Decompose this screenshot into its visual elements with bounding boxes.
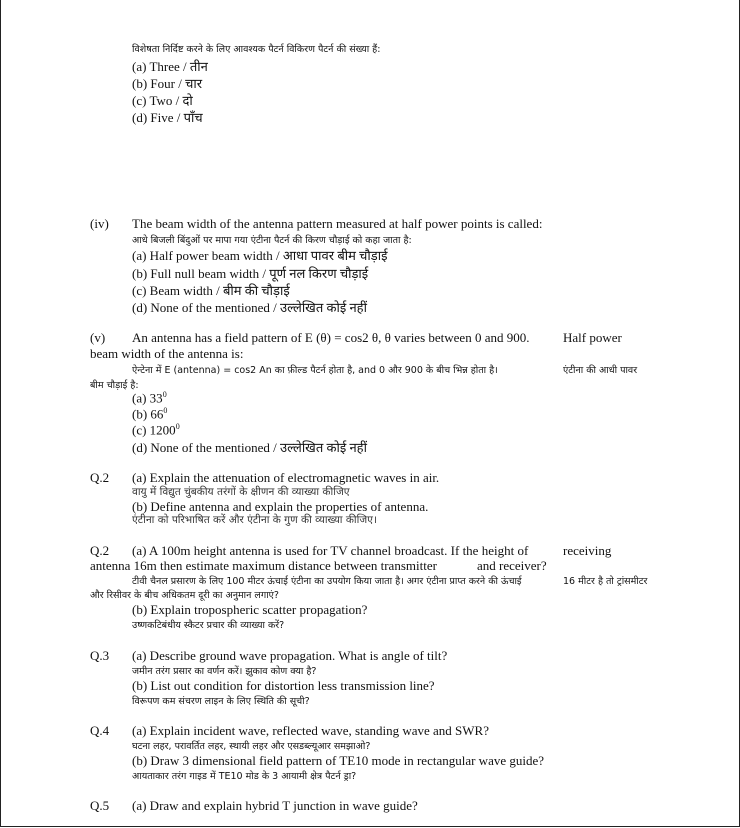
question-part-b-hindi: विरूपण कम संचरण लाइन के लिए स्थिति की सूची? <box>132 696 310 707</box>
question-number: (v) <box>90 330 106 345</box>
option-b: (b) Full null beam width / पूर्ण नल किरण चौड़ाई <box>132 266 369 281</box>
question-text-hindi: ऐन्टेना में E (antenna) = cos2 An का फ़ील्ड पैटर्न होता है, and 0 और 900 के बीच भिन्न होता है। <box>132 365 498 376</box>
question-part-a-right: receiving <box>563 543 612 558</box>
question-number: (iv) <box>90 216 109 231</box>
question-text: An antenna has a field pattern of E (θ) = cos2 θ, θ varies between 0 and 900. <box>132 330 530 345</box>
question-part-a-cont-right: and receiver? <box>477 558 547 573</box>
question-part-b: (b) Draw 3 dimensional field pattern of TE10 mode in rectangular wave guide? <box>132 753 545 768</box>
option-c: (c) 1200$^0$ <box>132 422 180 438</box>
question-part-a: (a) Explain the attenuation of electromagnetic waves in air. <box>132 470 440 485</box>
question-part-b: (b) List out condition for distortion less transmission line? <box>132 678 435 693</box>
question-part-b-hindi: उष्णकटिबंधीय स्कैटर प्रचार की व्याख्या करें? <box>132 620 285 631</box>
question-text-cont: beam width of the antenna is: <box>90 346 244 361</box>
question-number: Q.2 <box>90 470 110 485</box>
option-a: (a) $33^0$ <box>132 390 167 406</box>
question-text-hindi-right: एंटीना की आधी पावर <box>563 365 638 376</box>
option-c: (c) Beam width / बीम की चौड़ाई <box>132 283 290 298</box>
question-part-a-hindi: वायु में विद्युत चुंबकीय तरंगों के क्षीणन की व्याख्या कीजिए <box>132 486 350 498</box>
question-part-a: (a) Explain incident wave, reflected wave, standing wave and SWR? <box>132 723 489 738</box>
question-part-b-hindi: एंटीना को परिभाषित करें और एंटीना के गुण की व्याख्या कीजिए। <box>132 514 377 526</box>
question-part-a: (a) Describe ground wave propagation. What is angle of tilt? <box>132 648 448 663</box>
question-text-hindi: आधे बिजली बिंदुओं पर मापा गया एंटीना पैटर्न की किरण चौड़ाई को कहा जाता है: <box>132 235 412 246</box>
question-part-a-hindi-cont: और रिसीवर के बीच अधिकतम दूरी का अनुमान लगाएं? <box>90 590 279 601</box>
question-part-a-hindi-right: 16 मीटर है तो ट्रांसमीटर <box>563 576 648 587</box>
question-part-a: (a) Draw and explain hybrid T junction in wave guide? <box>132 798 418 813</box>
question-part-a-hindi: जमीन तरंग प्रसार का वर्णन करें। झुकाव कोण क्या है? <box>132 666 317 677</box>
question-number: Q.3 <box>90 648 110 663</box>
option-a: (a) Three / तीन <box>132 59 208 74</box>
question-part-a-hindi: टीवी चैनल प्रसारण के लिए 100 मीटर ऊंचाई एंटीना का उपयोग किया जाता है। अगर एंटीना प्राप्त करने की ऊंचाई <box>132 576 522 587</box>
option-d: (d) None of the mentioned / उल्लेखित कोई नहीं <box>132 440 367 455</box>
question-part-a-cont: antenna 16m then estimate maximum distance between transmitter <box>90 558 437 573</box>
option-a: (a) Half power beam width / आधा पावर बीम चौड़ाई <box>132 248 388 263</box>
option-d: (d) Five / पाँच <box>132 110 203 125</box>
question-text-hindi-cont: बीम चौड़ाई है: <box>90 380 139 391</box>
question-number: Q.2 <box>90 543 110 558</box>
question-part-b: (b) Define antenna and explain the properties of antenna. <box>132 499 429 514</box>
question-number: Q.5 <box>90 798 110 813</box>
question-text-hindi: विशेषता निर्दिष्ट करने के लिए आवश्यक पैटर्न विकिरण पैटर्न की संख्या हैं: <box>132 44 381 55</box>
option-c: (c) Two / दो <box>132 93 193 108</box>
question-part-a: (a) A 100m height antenna is used for TV channel broadcast. If the height of <box>132 543 529 558</box>
question-part-b-hindi: आयताकार तरंग गाइड में TE10 मोड के 3 आयामी क्षेत्र पैटर्न ड्रा? <box>132 771 357 782</box>
option-b: (b) Four / चार <box>132 76 203 91</box>
option-d: (d) None of the mentioned / उल्लेखित कोई नहीं <box>132 300 367 315</box>
option-b: (b) $66^0$ <box>132 406 168 422</box>
question-text: The beam width of the antenna pattern measured at half power points is called: <box>132 216 543 231</box>
question-text-right: Half power <box>563 330 622 345</box>
question-part-b: (b) Explain tropospheric scatter propagation? <box>132 602 368 617</box>
question-part-a-hindi: घटना लहर, परावर्तित लहर, स्थायी लहर और एसडब्ल्यूआर समझाओ? <box>132 741 371 752</box>
question-number: Q.4 <box>90 723 110 738</box>
